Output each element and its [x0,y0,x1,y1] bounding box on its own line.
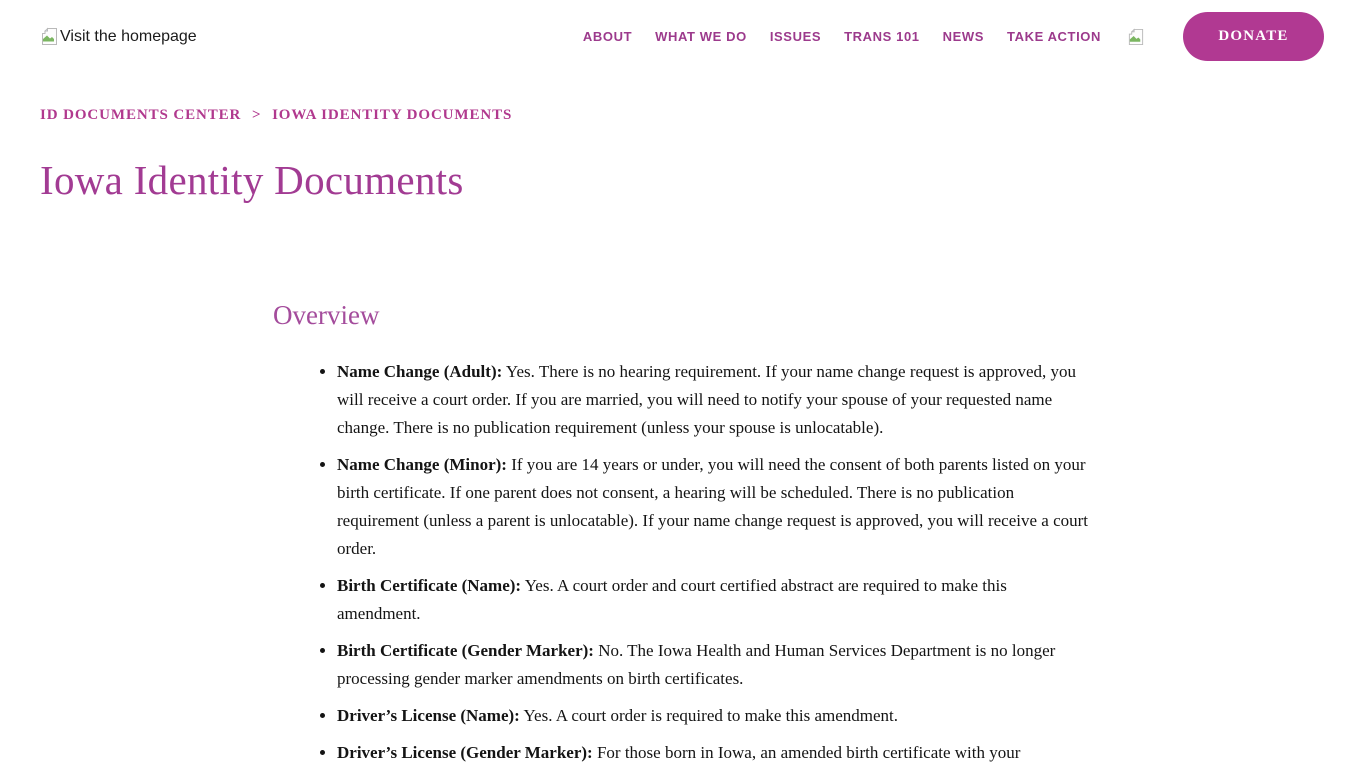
item-label: Birth Certificate (Gender Marker): [337,641,594,660]
list-item-birth-certificate-gender-marker [337,637,1093,693]
nav-item-what-we-do[interactable]: WHAT WE DO [655,29,747,44]
nav-item-issues[interactable]: ISSUES [769,29,822,44]
main-content [273,300,1093,767]
item-label: Driver’s License (Name): [337,706,520,725]
nav-item-take-action[interactable]: TAKE ACTION [1007,29,1101,44]
logo-link[interactable] [40,26,197,47]
item-text: Yes. A court order and court certified abstract are required to make this amendment. [337,576,1007,623]
item-label: Name Change (Minor): [337,455,507,474]
search-icon[interactable] [1127,27,1145,47]
broken-image-icon [40,26,59,47]
nav-item-news[interactable]: NEWS [942,29,985,44]
item-text: Yes. There is no hearing requirement. If your name change request is approved, you will receive a court order. If you are married, you will need to notify your spouse of your requested name change. There is no publication requirement (unless your spouse is unlocatable). [337,362,1077,437]
breadcrumb [40,107,1366,124]
item-label: Birth Certificate (Name): [337,576,522,595]
list-item-birth-certificate-name [337,572,1093,628]
item-text: Yes. A court order is required to make this amendment. [523,706,899,725]
item-text: No. The Iowa Health and Human Services Department is no longer processing gender marker amendments on birth certificates. [337,641,1056,688]
page-title: Iowa Identity Documents [40,157,464,203]
site-header [0,0,1366,73]
list-item-name-change-minor [337,451,1093,563]
list-item-drivers-license-gender-marker [337,739,1093,767]
overview-list [273,358,1093,767]
list-item-name-change-adult [337,358,1093,442]
main-nav [583,12,1324,61]
breadcrumb-iowa-identity-documents[interactable]: IOWA IDENTITY DOCUMENTS [272,107,513,123]
nav-item-trans-101[interactable]: TRANS 101 [844,29,920,44]
item-text: For those born in Iowa, an amended birth certificate with your [596,743,1021,762]
breadcrumb-id-documents-center[interactable]: ID DOCUMENTS CENTER [40,107,242,123]
donate-button[interactable]: DONATE [1183,12,1324,61]
list-item-drivers-license-name [337,702,1093,730]
item-label: Driver’s License (Gender Marker): [337,743,593,762]
item-label: Name Change (Adult): [337,362,503,381]
nav-item-about[interactable]: ABOUT [582,29,633,44]
overview-heading: Overview [273,300,380,330]
item-text: If you are 14 years or under, you will need the consent of both parents listed on your birth certificate. If one parent does not consent, a hearing will be scheduled. There is no publication requirement (unless a parent is unlocatable). If your name change request is approved, you will receive a court order. [337,455,1089,558]
logo-alt-text: Visit the homepage [60,27,197,45]
breadcrumb-separator: > [251,107,262,123]
